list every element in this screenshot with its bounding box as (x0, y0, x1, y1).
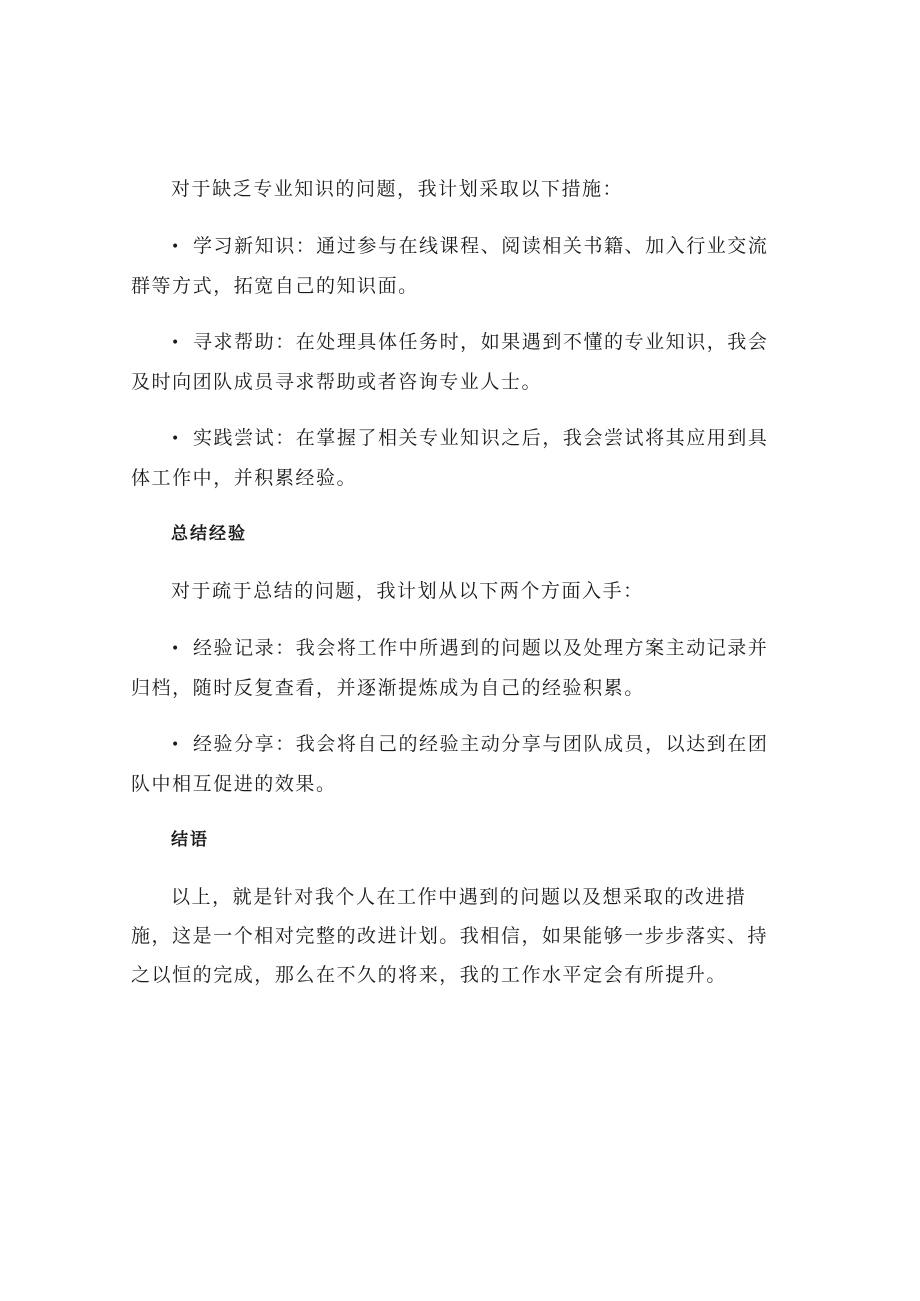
list-item-text: 经验分享：我会将自己的经验主动分享与团队成员，以达到在团队中相互促进的效果。 (131, 733, 769, 795)
list-item-learn (131, 227, 781, 306)
section-heading-summary: 总结经验 (171, 524, 247, 544)
bullet-icon: • (171, 431, 181, 447)
summary-intro-paragraph: 对于疏于总结的问题，我计划从以下两个方面入手： (171, 580, 644, 602)
bullet-icon: • (171, 239, 181, 255)
list-item-text: 经验记录：我会将工作中所遇到的问题以及处理方案主动记录并归档，随时反复查看，并逐渐提炼成为自己的经验积累。 (131, 637, 769, 699)
list-item-text: 寻求帮助：在处理具体任务时，如果遇到不懂的专业知识，我会及时向团队成员寻求帮助或者咨询专业人士。 (131, 331, 769, 393)
conclusion-paragraph: 以上，就是针对我个人在工作中遇到的问题以及想采取的改进措施，这是一个相对完整的改进计划。我相信，如果能够一步步落实、持之以恒的完成，那么在不久的将来，我的工作水平定会有所提升。 (131, 886, 769, 986)
list-item-practice (131, 419, 781, 498)
list-item-share (131, 725, 781, 804)
bullet-icon: • (171, 737, 181, 753)
list-item-text: 学习新知识：通过参与在线课程、阅读相关书籍、加入行业交流群等方式，拓宽自己的知识面。 (131, 235, 769, 297)
bullet-icon: • (171, 335, 181, 351)
document-body (131, 170, 781, 995)
knowledge-intro-paragraph: 对于缺乏专业知识的问题，我计划采取以下措施： (171, 178, 624, 200)
bullet-icon: • (171, 641, 181, 657)
list-item-seek-help (131, 323, 781, 402)
section-heading-conclusion: 结语 (171, 830, 209, 850)
list-item-text: 实践尝试：在掌握了相关专业知识之后，我会尝试将其应用到具体工作中，并积累经验。 (131, 427, 769, 489)
list-item-record (131, 629, 781, 708)
